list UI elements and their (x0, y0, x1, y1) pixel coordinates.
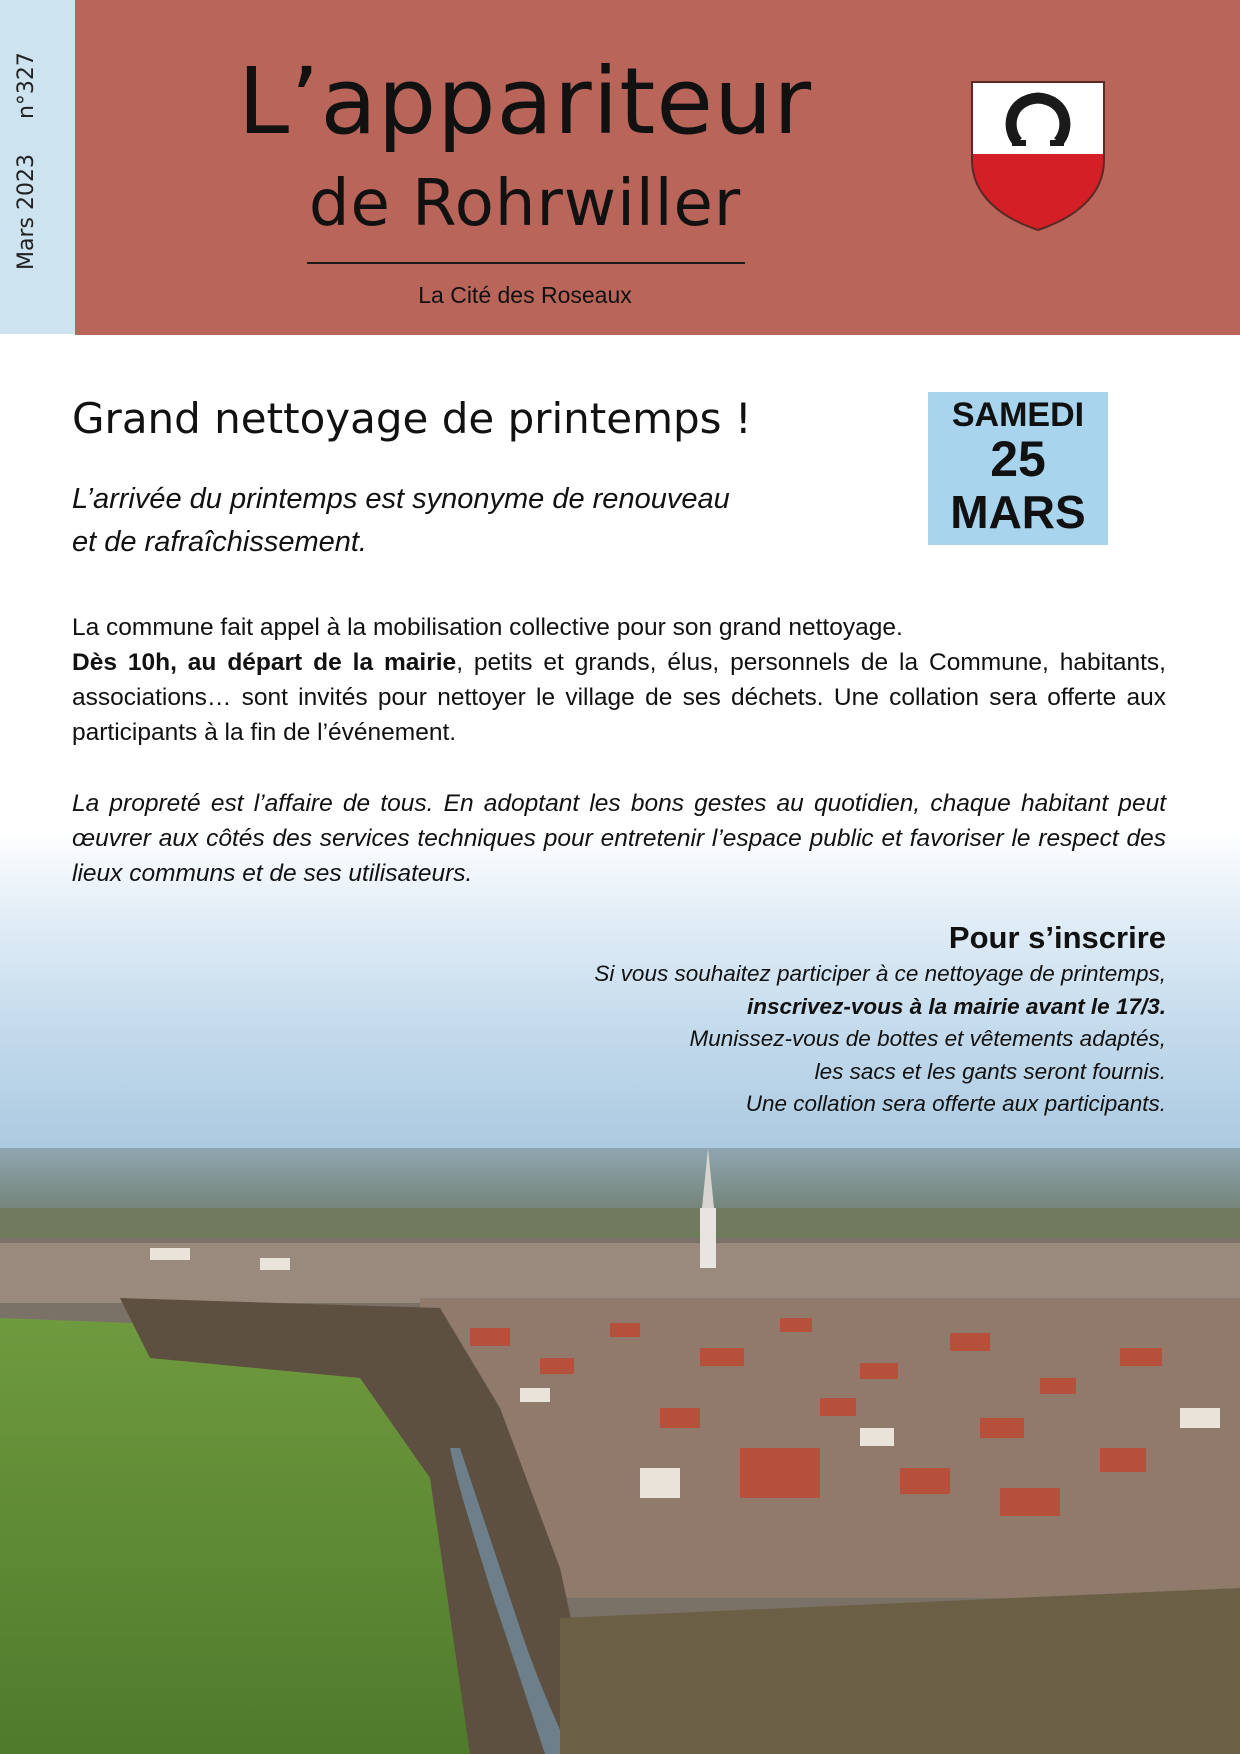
lede-line: et de rafraîchissement. (72, 526, 367, 558)
newsletter-title: L’appariteur (237, 48, 813, 155)
registration-line: Si vous souhaitez participer à ce nettoyage de printemps, (594, 961, 1166, 986)
registration-line: les sacs et les gants seront fournis. (814, 1058, 1166, 1084)
title-divider (307, 262, 745, 264)
event-date-box (928, 392, 1108, 545)
registration-heading: Pour s’inscrire (948, 920, 1166, 955)
event-weekday: SAMEDI (951, 396, 1085, 434)
paragraph-bold: Dès 10h, au départ de la mairie (72, 649, 457, 676)
issue-number: n°327 (14, 52, 39, 120)
aerial-village-photo (0, 1148, 1240, 1754)
issue-info (14, 52, 39, 270)
newsletter-subtitle: de Rohrwiller (308, 167, 742, 241)
event-month: MARS (950, 486, 1086, 538)
article-paragraph-1 (72, 610, 1166, 750)
article-paragraph-2: La propreté est l’affaire de tous. En adoptant les bons gestes au quotidien, chaque habitant peut œuvrer aux côtés des services techniques pour entretenir l’espace public et favoriser le respect des lieux communs et de ses utilisateurs. (72, 790, 1166, 887)
lede-line: L’arrivée du printemps est synonyme de renouveau (72, 483, 730, 515)
registration-block (446, 918, 1166, 1121)
horseshoe-shield-icon (970, 80, 1106, 232)
paragraph-body (72, 645, 1166, 750)
issue-date: Mars 2023 (14, 154, 39, 270)
registration-deadline: inscrivez-vous à la mairie avant le 17/3. (747, 993, 1166, 1019)
article-headline: Grand nettoyage de printemps ! (72, 394, 752, 443)
article-lede (72, 478, 832, 564)
issue-side-tab (0, 0, 75, 334)
newsletter-tagline: La Cité des Roseaux (418, 282, 632, 308)
registration-line: Une collation sera offerte aux participants. (745, 1091, 1166, 1116)
registration-line: Munissez-vous de bottes et vêtements adaptés, (689, 1026, 1166, 1051)
paragraph-text: , petits et grands, élus, personnels de la Commune, habitants, associations… sont invités pour nettoyer le village de ses déchets. Une collation sera offerte aux participants à la fin de l’événement. (72, 649, 1166, 746)
masthead (75, 0, 1240, 335)
event-day: 25 (990, 431, 1046, 487)
paragraph-line: La commune fait appel à la mobilisation collective pour son grand nettoyage. (72, 614, 903, 641)
